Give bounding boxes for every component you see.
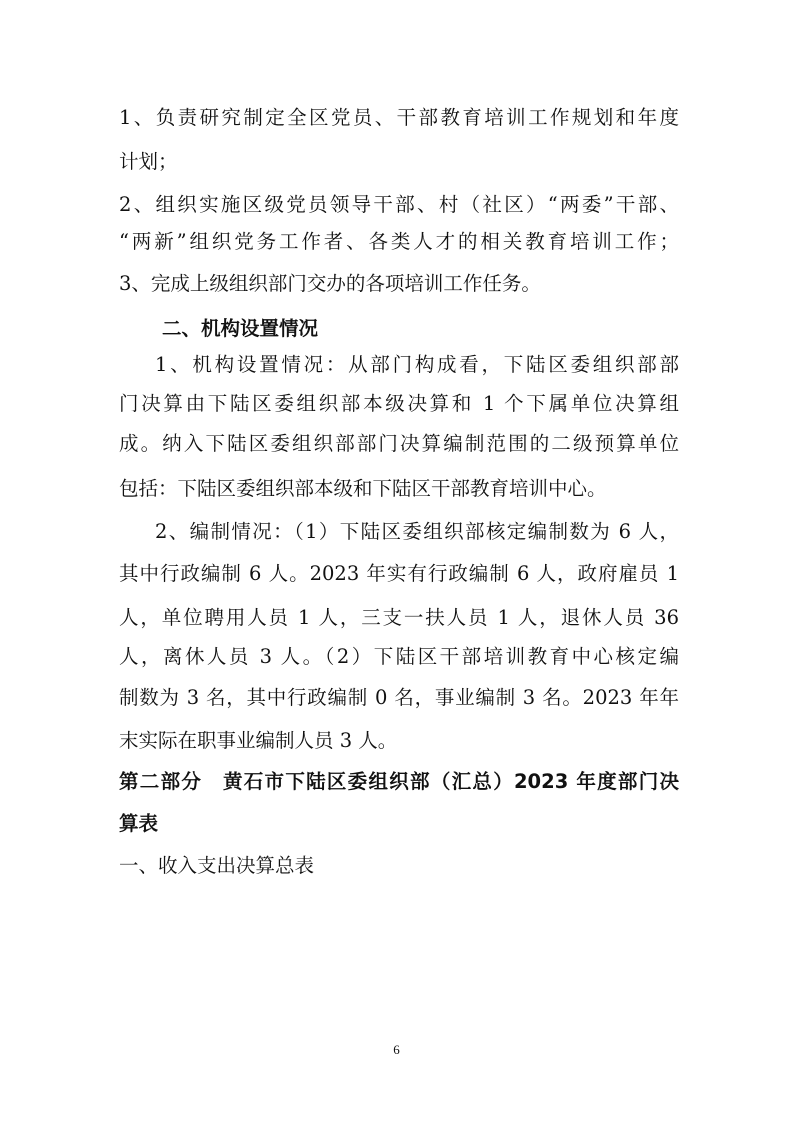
page-number: 6 — [393, 1042, 400, 1057]
text-line: 人，离休人员 3 人。（2）下陆区干部培训教育中心核定编 — [119, 645, 679, 668]
text-line: 1、机构设置情况：从部门构成看，下陆区委组织部部 — [155, 353, 679, 376]
text-line: 1、负责研究制定全区党员、干部教育培训工作规划和年度 — [119, 106, 679, 129]
text-line: 2、组织实施区级党员领导干部、村（社区）“两委”干部、 — [119, 193, 679, 216]
text-line: 其中行政编制 6 人。2023 年实有行政编制 6 人，政府雇员 1 — [119, 562, 679, 585]
text-line: 制数为 3 名，其中行政编制 0 名，事业编制 3 名。2023 年年 — [119, 686, 679, 709]
text-line: “两新”组织党务工作者、各类人才的相关教育培训工作； — [119, 230, 679, 253]
part-heading: 第二部分 黄石市下陆区委组织部（汇总）2023 年度部门决 — [119, 770, 679, 793]
text-line: 计划； — [119, 150, 178, 173]
text-line: 2、编制情况：（1）下陆区委组织部核定编制数为 6 人， — [155, 520, 679, 543]
text-line: 末实际在职事业编制人员 3 人。 — [119, 729, 398, 752]
subsection-heading: 一、收入支出决算总表 — [119, 854, 315, 877]
text-line: 人，单位聘用人员 1 人，三支一扶人员 1 人，退休人员 36 — [119, 606, 679, 629]
text-line: 门决算由下陆区委组织部本级决算和 1 个下属单位决算组 — [119, 392, 679, 415]
text-line: 包括：下陆区委组织部本级和下陆区干部教育培训中心。 — [119, 477, 607, 500]
section-heading: 二、机构设置情况 — [162, 317, 319, 340]
text-line: 3、完成上级组织部门交办的各项培训工作任务。 — [119, 272, 541, 295]
part-heading-cont: 算表 — [119, 812, 159, 835]
text-line: 成。纳入下陆区委组织部部门决算编制范围的二级预算单位 — [119, 432, 679, 455]
